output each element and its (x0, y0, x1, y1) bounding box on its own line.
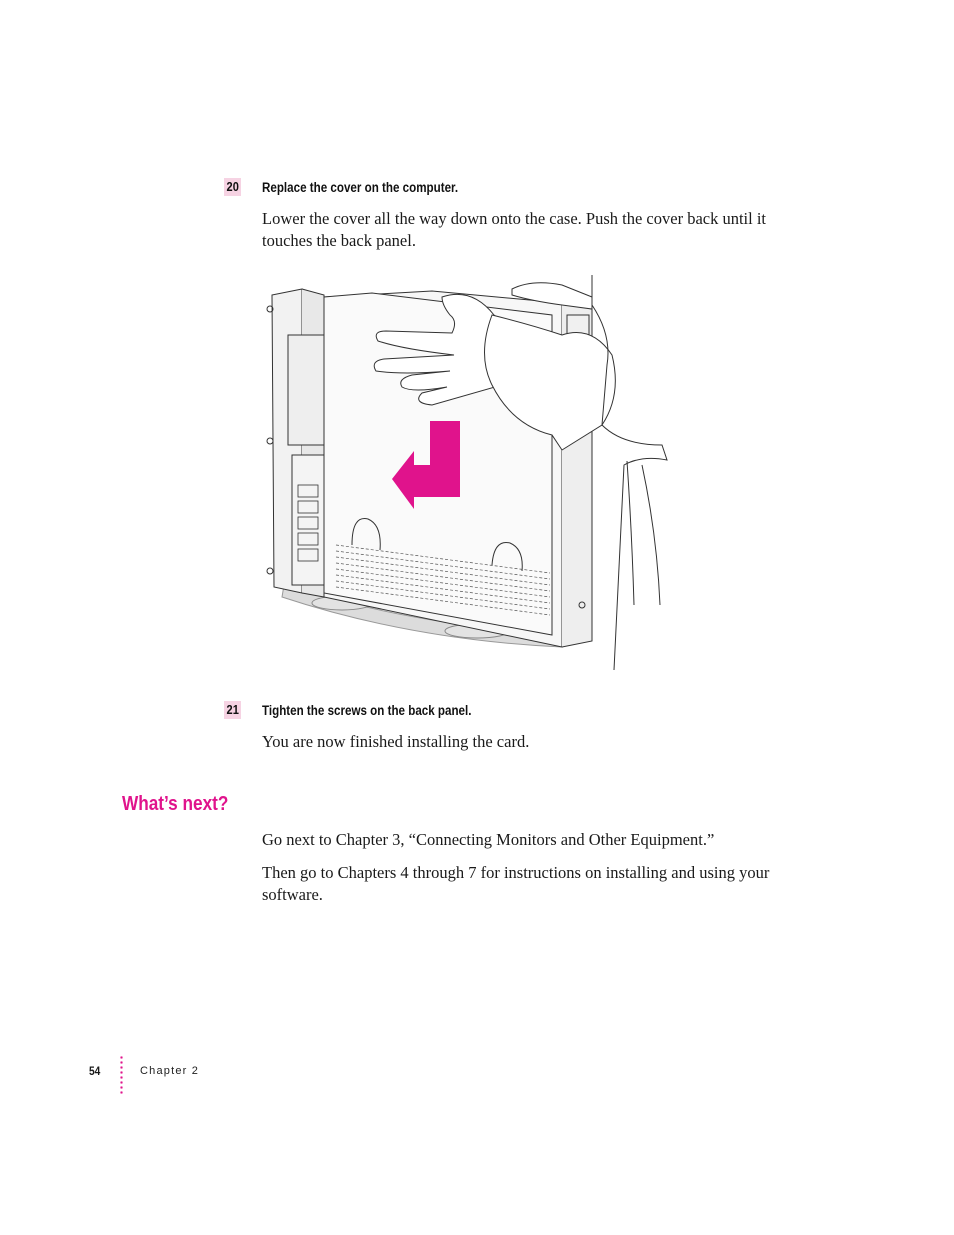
step-20-body: Lower the cover all the way down onto the case. Push the cover back until it touches the back panel. (262, 209, 767, 250)
step-21-body: You are now finished installing the card. (262, 732, 530, 751)
step-20 (224, 178, 459, 196)
step-title: Replace the cover on the computer. (262, 179, 459, 195)
step-title: Tighten the screws on the back panel. (262, 702, 472, 718)
step-number: 21 (224, 701, 241, 719)
section-heading: What’s next? (122, 793, 229, 815)
footer-divider (120, 1055, 123, 1095)
footer-chapter: Chapter 2 (140, 1065, 200, 1077)
section-paragraph: Go next to Chapter 3, “Connecting Monitors and Other Equipment.” (262, 830, 715, 849)
computer-cover-illustration (262, 275, 672, 677)
step-number: 20 (224, 178, 241, 196)
section-paragraph: Then go to Chapters 4 through 7 for instructions on installing and using your software. (262, 863, 770, 904)
page-number: 54 (89, 1064, 101, 1078)
step-21 (224, 701, 472, 719)
